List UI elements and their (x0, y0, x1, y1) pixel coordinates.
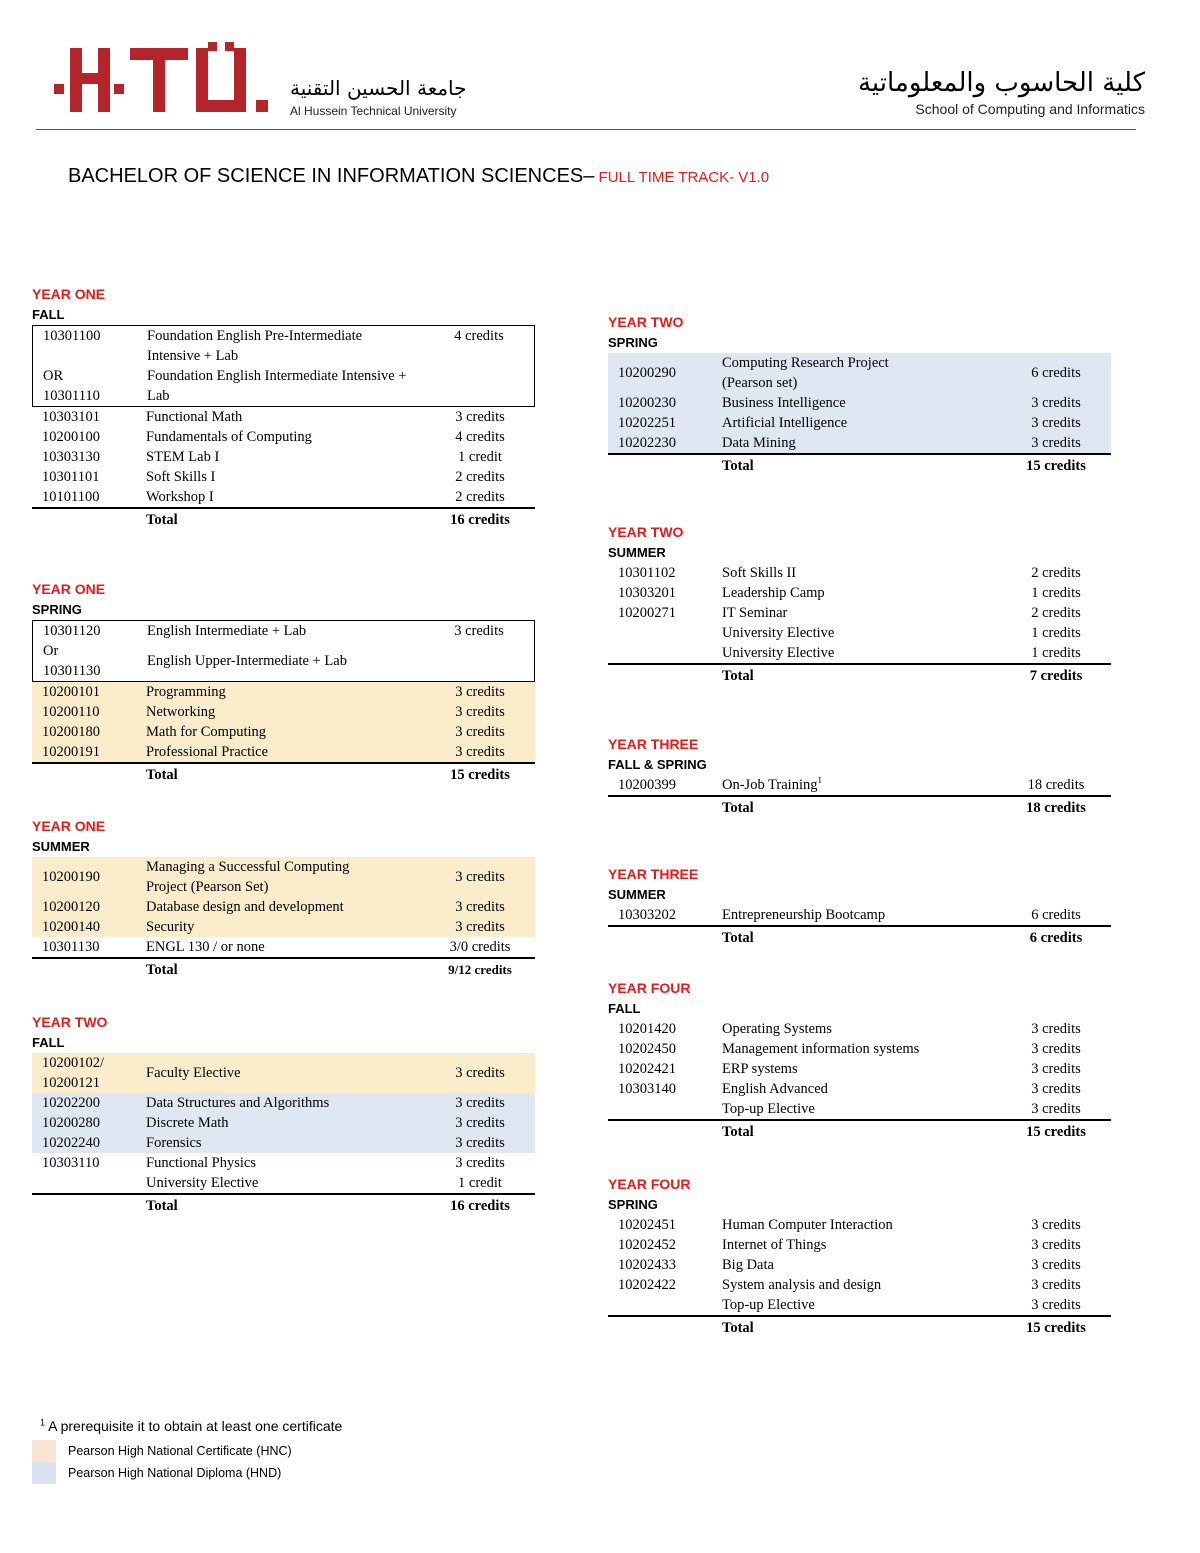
course-name: Top-up Elective (722, 1297, 815, 1313)
term-year-two-summer (608, 522, 1111, 687)
course-credits: 3 credits (455, 724, 505, 740)
course-code: 10202240 (42, 1135, 100, 1151)
course-name: Top-up Elective (722, 1101, 815, 1117)
course-credits: 3 credits (1031, 1297, 1081, 1313)
course-code: 10202200 (42, 1095, 100, 1111)
course-name: Discrete Math (146, 1115, 229, 1131)
course-credits: 2 credits (1031, 605, 1081, 621)
course-name: Forensics (146, 1135, 202, 1151)
course-code: 10303201 (618, 585, 676, 601)
course-code: 10301120 (43, 623, 101, 639)
course-code: 10303202 (618, 907, 676, 923)
term-year-four-fall (608, 978, 1111, 1143)
table-row (33, 621, 534, 681)
term-year-two-spring (608, 312, 1111, 477)
term-year-label: YEAR ONE (32, 286, 106, 302)
course-name: Human Computer Interaction (722, 1217, 893, 1233)
course-name: ERP systems (722, 1061, 798, 1077)
term-year-four-spring (608, 1174, 1111, 1339)
table-row (608, 1059, 1111, 1079)
course-code: 10202422 (618, 1277, 676, 1293)
alternative-courses-box (32, 620, 535, 682)
table-row (608, 433, 1111, 455)
table-row (32, 897, 535, 917)
course-credits: 3 credits (1031, 1021, 1081, 1037)
course-code: 10101100 (42, 489, 100, 505)
course-code: 10303101 (42, 409, 100, 425)
course-code: 10202450 (618, 1041, 676, 1057)
course-credits: 2 credits (455, 489, 505, 505)
total-label: Total (146, 962, 178, 978)
course-name: Data Structures and Algorithms (146, 1095, 330, 1111)
table-row (32, 702, 535, 722)
course-name: System analysis and design (722, 1277, 882, 1293)
course-code: 10200180 (42, 724, 100, 740)
course-code: 10200100 (42, 429, 100, 445)
course-credits: 2 credits (455, 469, 505, 485)
course-code: 10303110 (42, 1155, 100, 1171)
course-name: Foundation English Pre-Intermediate Intensive + Lab (147, 328, 363, 364)
total-label: Total (722, 930, 754, 946)
course-credits: 3 credits (1031, 435, 1081, 451)
term-year-one-spring (32, 579, 535, 786)
table-row (608, 353, 1111, 393)
course-code: 10200140 (42, 919, 100, 935)
course-code: 10200191 (42, 744, 100, 760)
course-credits: 1 credit (458, 1175, 502, 1191)
course-code: 10200190 (42, 869, 100, 885)
or-label: OR (43, 368, 64, 384)
term-year-one-fall (32, 284, 535, 531)
course-name: Functional Math (146, 409, 243, 425)
school-name-english: School of Computing and Informatics (915, 101, 1145, 117)
course-code: 10303130 (42, 449, 100, 465)
course-name: ENGL 130 / or none (146, 939, 265, 955)
course-name: Programming (146, 684, 226, 700)
footnote-marker: 1 (40, 1417, 46, 1428)
table-row (608, 603, 1111, 623)
course-name: Soft Skills I (146, 469, 216, 485)
course-credits: 3 credits (1031, 1101, 1081, 1117)
total-row (608, 1317, 1111, 1339)
legend-swatch (32, 1440, 56, 1462)
course-code: 10200399 (618, 777, 676, 793)
table-row (32, 1153, 535, 1173)
course-code: 10200102/ 10200121 (42, 1055, 105, 1091)
course-code: 10202451 (618, 1217, 676, 1233)
total-label: Total (722, 1124, 754, 1140)
table-row (32, 1173, 535, 1195)
course-name: Big Data (722, 1257, 774, 1273)
table-row (608, 1215, 1111, 1235)
term-year-three-fall-spring (608, 734, 1111, 819)
term-year-label: YEAR FOUR (608, 980, 691, 996)
total-row (32, 959, 535, 981)
total-credits: 15 credits (450, 767, 510, 783)
table-row (32, 857, 535, 897)
term-semester-label: FALL & SPRING (608, 757, 707, 772)
course-name: Workshop I (146, 489, 214, 505)
course-name: Leadership Camp (722, 585, 825, 601)
total-row (32, 509, 535, 531)
course-name: Faculty Elective (146, 1065, 241, 1081)
course-name: Computing Research Project (Pearson set) (722, 355, 889, 391)
course-credits: 1 credit (458, 449, 502, 465)
total-label: Total (722, 458, 754, 474)
legend-item-hnd (32, 1462, 281, 1484)
table-row (608, 1255, 1111, 1275)
course-name: Functional Physics (146, 1155, 256, 1171)
total-credits: 6 credits (1029, 930, 1083, 946)
course-credits: 3 credits (1031, 1041, 1081, 1057)
header-divider (36, 129, 1136, 130)
course-credits: 3 credits (1031, 1217, 1081, 1233)
course-name: University Elective (722, 645, 835, 661)
table-row (608, 1039, 1111, 1059)
table-row (608, 1019, 1111, 1039)
course-credits: 18 credits (1027, 777, 1085, 793)
table-row (32, 1113, 535, 1133)
course-credits: 3 credits (455, 1065, 505, 1081)
course-name: Math for Computing (146, 724, 267, 740)
course-code: 10202421 (618, 1061, 676, 1077)
course-credits: 3 credits (1031, 395, 1081, 411)
total-credits: 7 credits (1029, 668, 1083, 684)
table-row (32, 467, 535, 487)
course-name: Business Intelligence (722, 395, 846, 411)
course-name: English Upper-Intermediate + Lab (147, 653, 347, 669)
table-row (608, 905, 1111, 927)
course-name: Internet of Things (722, 1237, 827, 1253)
term-year-one-summer (32, 816, 535, 981)
course-credits: 3 credits (1031, 1237, 1081, 1253)
course-credits: 6 credits (1031, 907, 1081, 923)
table-row (608, 1275, 1111, 1295)
course-credits: 3 credits (1031, 1277, 1081, 1293)
table-row (608, 643, 1111, 665)
course-name: Soft Skills II (722, 565, 797, 581)
total-credits: 16 credits (450, 512, 510, 528)
table-row (32, 1133, 535, 1153)
table-row (32, 742, 535, 764)
course-code: 10301101 (42, 469, 100, 485)
legend-label: Pearson High National Certificate (HNC) (68, 1444, 292, 1458)
total-credits: 9/12 credits (448, 962, 512, 977)
course-credits: 1 credits (1031, 645, 1081, 661)
total-credits: 15 credits (1026, 1124, 1086, 1140)
course-name: Management information systems (722, 1041, 920, 1057)
table-row (32, 407, 535, 427)
course-name: University Elective (146, 1175, 259, 1191)
term-semester-label: FALL (608, 1001, 641, 1016)
term-year-label: YEAR THREE (608, 736, 699, 752)
table-row (32, 1093, 535, 1113)
course-credits: 3 credits (455, 919, 505, 935)
term-semester-label: SPRING (32, 602, 82, 617)
course-credits: 3 credits (455, 1135, 505, 1151)
course-code: 10303140 (618, 1081, 676, 1097)
course-name: On-Job Training (722, 777, 818, 793)
course-credits: 3 credits (455, 899, 505, 915)
term-semester-label: FALL (32, 307, 65, 322)
course-name: Operating Systems (722, 1021, 832, 1037)
course-credits: 3 credits (455, 869, 505, 885)
table-row (608, 623, 1111, 643)
total-row (32, 1195, 535, 1217)
term-year-label: YEAR TWO (32, 1014, 108, 1030)
term-year-label: YEAR ONE (32, 581, 106, 597)
footnote-marker: 1 (817, 775, 822, 786)
course-credits: 3 credits (455, 704, 505, 720)
university-name-arabic: جامعة الحسين التقنية (290, 76, 467, 100)
footnote-text: A prerequisite it to obtain at least one certificate (45, 1418, 343, 1434)
course-name: Professional Practice (146, 744, 269, 760)
total-row (608, 455, 1111, 477)
course-credits: 3 credits (455, 1095, 505, 1111)
course-name: Entrepreneurship Bootcamp (722, 907, 886, 923)
total-label: Total (722, 800, 754, 816)
course-credits: 4 credits (455, 429, 505, 445)
course-name: STEM Lab I (146, 449, 220, 465)
term-year-label: YEAR TWO (608, 524, 684, 540)
total-label: Total (146, 512, 178, 528)
course-name: Database design and development (146, 899, 344, 915)
or-label: Or (43, 643, 59, 659)
table-row (32, 937, 535, 959)
course-code: 10301130 (43, 663, 101, 679)
course-name: University Elective (722, 625, 835, 641)
university-name-english: Al Hussein Technical University (290, 104, 457, 118)
course-credits: 3/0 credits (449, 939, 511, 955)
course-code: 10202452 (618, 1237, 676, 1253)
course-credits: 1 credits (1031, 585, 1081, 601)
table-row (608, 1099, 1111, 1121)
course-code: 10200120 (42, 899, 100, 915)
term-year-label: YEAR THREE (608, 866, 699, 882)
course-name: Data Mining (722, 435, 796, 451)
table-row (32, 447, 535, 467)
term-year-label: YEAR TWO (608, 314, 684, 330)
alternative-courses-box (32, 325, 535, 407)
course-name: English Intermediate + Lab (147, 623, 307, 639)
course-name: Foundation English Intermediate Intensive + Lab (147, 368, 407, 404)
course-code: 10202433 (618, 1257, 676, 1273)
course-name: Networking (146, 704, 216, 720)
term-semester-label: SPRING (608, 1197, 658, 1212)
table-row (608, 563, 1111, 583)
course-credits: 1 credits (1031, 625, 1081, 641)
title-track: FULL TIME TRACK- V1.0 (594, 169, 770, 186)
course-credits: 3 credits (455, 1115, 505, 1131)
course-code: 10301130 (42, 939, 100, 955)
title-main: BACHELOR OF SCIENCE IN INFORMATION SCIENCES– (68, 165, 595, 187)
legend-item-hnc (32, 1440, 292, 1462)
course-credits: 3 credits (454, 623, 504, 639)
course-credits: 3 credits (1031, 415, 1081, 431)
total-credits: 18 credits (1026, 800, 1086, 816)
htu-logo (50, 42, 275, 125)
course-name: English Advanced (722, 1081, 828, 1097)
total-label: Total (722, 1320, 754, 1336)
table-row (608, 413, 1111, 433)
table-row (608, 583, 1111, 603)
course-credits: 3 credits (1031, 1061, 1081, 1077)
total-label: Total (146, 767, 178, 783)
term-semester-label: FALL (32, 1035, 65, 1050)
term-semester-label: SUMMER (608, 545, 666, 560)
course-credits: 3 credits (455, 684, 505, 700)
course-credits: 3 credits (455, 409, 505, 425)
table-row (608, 1079, 1111, 1099)
total-row (608, 927, 1111, 949)
term-year-two-fall (32, 1012, 535, 1217)
table-row (608, 775, 1111, 797)
course-credits: 3 credits (1031, 1081, 1081, 1097)
table-row (32, 1053, 535, 1093)
table-row (32, 682, 535, 702)
legend-swatch (32, 1462, 56, 1484)
course-credits: 3 credits (455, 744, 505, 760)
term-year-label: YEAR ONE (32, 818, 106, 834)
table-row (32, 722, 535, 742)
course-code: 10201420 (618, 1021, 676, 1037)
term-semester-label: SUMMER (32, 839, 90, 854)
term-year-three-summer (608, 864, 1111, 949)
table-row (32, 427, 535, 447)
table-row (608, 1235, 1111, 1255)
course-credits: 3 credits (1031, 1257, 1081, 1273)
total-label: Total (146, 1198, 178, 1214)
total-row (608, 797, 1111, 819)
table-row (32, 917, 535, 937)
total-credits: 15 credits (1026, 458, 1086, 474)
total-row (32, 764, 535, 786)
school-name-arabic: كلية الحاسوب والمعلوماتية (857, 68, 1145, 98)
course-name: Managing a Successful Computing Project (Pearson Set) (146, 859, 350, 895)
document-title (68, 165, 769, 188)
course-name: Artificial Intelligence (722, 415, 848, 431)
course-code: 10200271 (618, 605, 676, 621)
course-code: 10200101 (42, 684, 100, 700)
total-row (608, 665, 1111, 687)
table-row (608, 393, 1111, 413)
term-semester-label: SUMMER (608, 887, 666, 902)
total-credits: 15 credits (1026, 1320, 1086, 1336)
course-code: 10301102 (618, 565, 676, 581)
course-code: 10301110 (43, 388, 100, 404)
course-credits: 3 credits (455, 1155, 505, 1171)
total-label: Total (722, 668, 754, 684)
course-code: 10202251 (618, 415, 676, 431)
course-credits: 2 credits (1031, 565, 1081, 581)
table-row (32, 487, 535, 509)
term-year-label: YEAR FOUR (608, 1176, 691, 1192)
total-credits: 16 credits (450, 1198, 510, 1214)
course-name: IT Seminar (722, 605, 788, 621)
total-row (608, 1121, 1111, 1143)
course-credits: 4 credits (454, 328, 504, 344)
course-code: 10202230 (618, 435, 676, 451)
course-name: Fundamentals of Computing (146, 429, 312, 445)
course-code: 10200290 (618, 365, 676, 381)
course-name: Security (146, 919, 195, 935)
table-row (608, 1295, 1111, 1317)
course-code: 10200280 (42, 1115, 100, 1131)
course-code: 10200110 (42, 704, 100, 720)
table-row (33, 326, 534, 406)
course-code: 10200230 (618, 395, 676, 411)
course-credits: 6 credits (1031, 365, 1081, 381)
term-semester-label: SPRING (608, 335, 658, 350)
legend-label: Pearson High National Diploma (HND) (68, 1466, 282, 1480)
footnote (40, 1418, 342, 1434)
course-code: 10301100 (43, 328, 101, 344)
